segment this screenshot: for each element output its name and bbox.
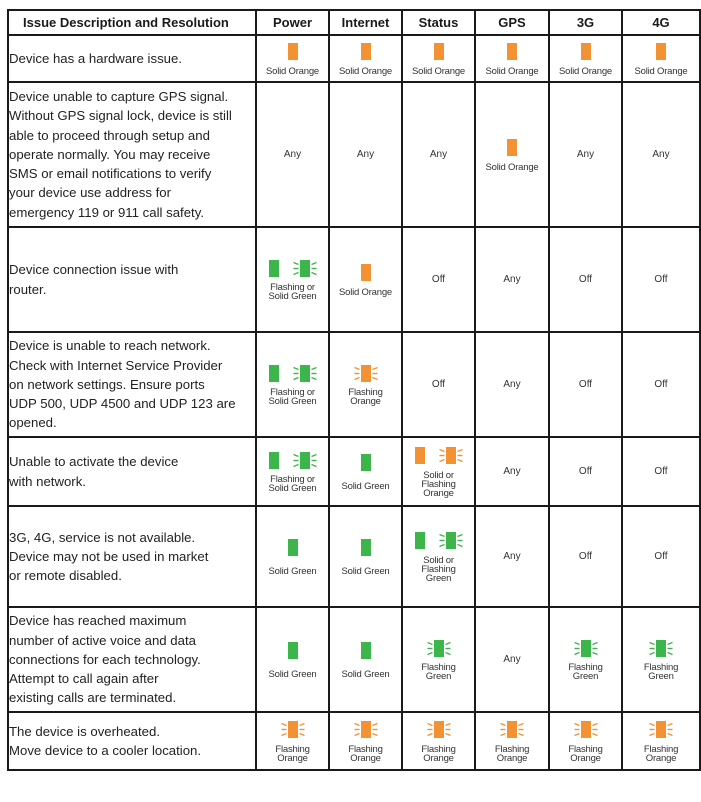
- led-cell-status: [402, 506, 475, 607]
- led-indicator: [330, 42, 401, 76]
- description-line: Move device to a cooler location.: [9, 743, 202, 758]
- flashing-green-led-icon: [293, 365, 317, 382]
- led-state-label: Solid Green: [341, 565, 390, 577]
- led-indicator: [330, 263, 401, 297]
- led-cell-3g: [549, 506, 622, 607]
- led-state-label: Solid Orange: [485, 65, 539, 77]
- solid-green-led-icon: [361, 539, 371, 556]
- issue-description: [8, 35, 256, 82]
- led-state-label: Solid Orange: [485, 161, 539, 173]
- led-indicator: [257, 450, 328, 493]
- flashing-green-led-icon: [427, 640, 451, 657]
- table-row: [8, 437, 700, 506]
- led-cell-3g: [549, 82, 622, 227]
- flashing-orange-led-icon: [574, 721, 598, 738]
- description-line: Attempt to call again after: [9, 671, 159, 687]
- led-state-label: Solid Green: [268, 565, 317, 577]
- led-cell-4g: [622, 82, 700, 227]
- led-cell-power: [256, 506, 329, 607]
- led-cell-4g: [622, 437, 700, 506]
- led-state-label: Flashing or Solid Green: [268, 474, 317, 494]
- led-indicator: [403, 531, 474, 583]
- description-line: number of active voice and data: [9, 632, 196, 648]
- description-line: Without GPS signal lock, device is still: [9, 108, 232, 124]
- led-cell-status: [402, 712, 475, 770]
- led-state-label: Off: [578, 274, 593, 285]
- led-state-label: Solid or Flashing Green: [421, 554, 456, 584]
- led-cell-internet: [329, 227, 402, 332]
- led-cell-gps: [475, 332, 549, 437]
- led-cell-status: [402, 332, 475, 437]
- led-cell-internet: [329, 437, 402, 506]
- led-cell-4g: [622, 506, 700, 607]
- solid-orange-led-icon: [415, 447, 425, 464]
- led-indicator: [257, 538, 328, 576]
- led-indicator: [403, 638, 474, 681]
- header-gps: GPS: [475, 10, 549, 35]
- description-line: UDP 500, UDP 4500 and UDP 123 are: [9, 396, 236, 412]
- description-line: Device may not be used in market: [9, 548, 209, 564]
- led-state-label: Solid Orange: [411, 65, 466, 77]
- led-state-label: Solid or Flashing Orange: [421, 469, 456, 499]
- led-state-label: Flashing Green: [421, 662, 456, 682]
- led-indicator: [476, 42, 548, 76]
- led-state-label: Flashing Orange: [348, 387, 383, 407]
- led-cell-3g: [549, 712, 622, 770]
- description-line: SMS or email notifications to verify: [9, 166, 212, 182]
- led-cell-4g: [622, 607, 700, 712]
- led-indicator: [330, 641, 401, 679]
- led-cell-internet: [329, 35, 402, 82]
- led-state-label: Off: [654, 466, 668, 477]
- description-line: Device connection issue with: [9, 262, 179, 278]
- led-indicator: [330, 453, 401, 491]
- led-indicator: [550, 551, 621, 562]
- solid-orange-led-icon: [581, 43, 591, 60]
- led-cell-status: [402, 607, 475, 712]
- led-indicator: [403, 42, 474, 76]
- table-row: [8, 607, 700, 712]
- led-state-label: Solid Orange: [634, 65, 688, 77]
- led-indicator: [623, 720, 699, 763]
- led-state-label: Off: [578, 379, 593, 390]
- led-indicator: [550, 638, 621, 681]
- solid-green-led-icon: [415, 532, 425, 549]
- led-state-label: Solid Orange: [265, 65, 320, 77]
- solid-orange-led-icon: [361, 264, 371, 281]
- led-cell-3g: [549, 607, 622, 712]
- led-state-label: Flashing Green: [643, 662, 679, 682]
- led-cell-3g: [549, 35, 622, 82]
- flashing-green-led-icon: [649, 640, 673, 657]
- flashing-orange-led-icon: [354, 365, 378, 382]
- led-indicator: [257, 42, 328, 76]
- led-state-label: Solid Orange: [338, 65, 393, 77]
- led-indicator: [257, 258, 328, 301]
- led-cell-gps: [475, 227, 549, 332]
- led-cell-internet: [329, 607, 402, 712]
- led-indicator: [257, 641, 328, 679]
- issue-description: [8, 712, 256, 770]
- led-indicator: [330, 720, 401, 763]
- description-line: 3G, 4G, service is not available.: [9, 529, 196, 545]
- header-internet: Internet: [329, 10, 402, 35]
- table-row: [8, 227, 700, 332]
- led-indicator: [476, 379, 548, 390]
- led-indicator: [550, 42, 621, 76]
- led-cell-3g: [549, 332, 622, 437]
- flashing-orange-led-icon: [649, 721, 673, 738]
- led-cell-power: [256, 82, 329, 227]
- led-state-label: Flashing Orange: [494, 743, 530, 764]
- flashing-green-led-icon: [574, 640, 598, 657]
- led-state-label: Flashing Orange: [348, 743, 383, 764]
- led-indicator: [330, 363, 401, 406]
- led-cell-gps: [475, 82, 549, 227]
- description-line: existing calls are terminated.: [9, 690, 177, 706]
- description-line: operate normally. You may receive: [9, 146, 211, 162]
- led-cell-4g: [622, 332, 700, 437]
- led-state-label: Flashing Orange: [275, 743, 310, 764]
- led-indicator: [623, 149, 699, 160]
- flashing-orange-led-icon: [439, 447, 463, 464]
- table-row: [8, 332, 700, 437]
- led-state-label: Any: [283, 149, 302, 160]
- issue-description: [8, 506, 256, 607]
- led-cell-internet: [329, 332, 402, 437]
- description-line: able to proceed through setup and: [9, 127, 210, 143]
- led-cell-gps: [475, 35, 549, 82]
- description-line: Device unable to capture GPS signal.: [9, 88, 229, 104]
- led-indicator: [550, 466, 621, 477]
- header-4g: 4G: [622, 10, 700, 35]
- led-state-label: Off: [654, 274, 668, 285]
- led-indicator: [403, 720, 474, 763]
- led-state-label: Any: [503, 654, 521, 665]
- solid-green-led-icon: [361, 642, 371, 659]
- solid-orange-led-icon: [656, 43, 666, 60]
- description-line: opened.: [9, 415, 57, 431]
- led-cell-4g: [622, 35, 700, 82]
- led-indicator: [623, 551, 699, 562]
- led-cell-gps: [475, 712, 549, 770]
- flashing-orange-led-icon: [281, 721, 305, 738]
- solid-orange-led-icon: [288, 43, 298, 60]
- led-state-label: Flashing Orange: [643, 743, 679, 764]
- led-indicator: [403, 149, 474, 160]
- solid-orange-led-icon: [507, 139, 517, 156]
- flashing-green-led-icon: [439, 532, 463, 549]
- led-indicator: [403, 446, 474, 498]
- led-cell-power: [256, 35, 329, 82]
- led-status-table: [7, 9, 701, 771]
- issue-description: [8, 607, 256, 712]
- led-state-label: Any: [429, 149, 448, 160]
- led-cell-gps: [475, 437, 549, 506]
- led-cell-power: [256, 712, 329, 770]
- issue-description: [8, 332, 256, 437]
- description-line: with network.: [9, 473, 86, 489]
- issue-description: [8, 227, 256, 332]
- led-state-label: Off: [578, 466, 593, 477]
- led-indicator: [257, 363, 328, 406]
- led-indicator: [550, 149, 621, 160]
- led-indicator: [403, 379, 474, 390]
- solid-green-led-icon: [269, 452, 279, 469]
- led-cell-4g: [622, 227, 700, 332]
- led-cell-status: [402, 82, 475, 227]
- led-cell-4g: [622, 712, 700, 770]
- description-line: on network settings. Ensure ports: [9, 376, 205, 392]
- led-cell-gps: [475, 607, 549, 712]
- solid-green-led-icon: [269, 260, 279, 277]
- led-indicator: [550, 274, 621, 285]
- led-state-label: Any: [503, 379, 521, 390]
- led-state-label: Solid Green: [341, 480, 390, 492]
- led-indicator: [476, 654, 548, 665]
- flashing-orange-led-icon: [354, 721, 378, 738]
- led-indicator: [476, 551, 548, 562]
- solid-green-led-icon: [288, 539, 298, 556]
- led-indicator: [403, 274, 474, 285]
- solid-green-led-icon: [361, 454, 371, 471]
- led-state-label: Any: [356, 149, 375, 160]
- led-state-label: Flashing or Solid Green: [268, 282, 317, 302]
- led-state-label: Any: [503, 274, 521, 285]
- led-cell-3g: [549, 437, 622, 506]
- description-line: The device is overheated.: [9, 723, 161, 739]
- issue-description: [8, 437, 256, 506]
- issue-description: [8, 82, 256, 227]
- led-indicator: [623, 466, 699, 477]
- flashing-green-led-icon: [293, 260, 317, 277]
- table-row: [8, 35, 700, 82]
- led-cell-internet: [329, 712, 402, 770]
- led-cell-internet: [329, 506, 402, 607]
- led-indicator: [623, 638, 699, 681]
- led-state-label: Any: [576, 149, 595, 160]
- led-cell-3g: [549, 227, 622, 332]
- led-state-label: Any: [652, 149, 670, 160]
- table-row: [8, 82, 700, 227]
- led-state-label: Flashing Orange: [568, 743, 603, 764]
- led-indicator: [550, 720, 621, 763]
- header-status: Status: [402, 10, 475, 35]
- led-indicator: [330, 149, 401, 160]
- led-state-label: Off: [578, 551, 593, 562]
- led-indicator: [476, 138, 548, 172]
- led-cell-status: [402, 437, 475, 506]
- led-state-label: Off: [431, 274, 446, 285]
- solid-orange-led-icon: [361, 43, 371, 60]
- flashing-orange-led-icon: [427, 721, 451, 738]
- led-indicator: [476, 720, 548, 763]
- led-state-label: Solid Orange: [338, 286, 393, 298]
- description-line: Device is unable to reach network.: [9, 338, 211, 354]
- led-state-label: Solid Orange: [558, 65, 613, 77]
- led-state-label: Flashing Orange: [421, 743, 456, 764]
- solid-orange-led-icon: [434, 43, 444, 60]
- solid-orange-led-icon: [507, 43, 517, 60]
- led-cell-power: [256, 437, 329, 506]
- flashing-green-led-icon: [293, 452, 317, 469]
- led-indicator: [476, 466, 548, 477]
- table-header-row: [8, 10, 700, 35]
- led-state-label: Flashing Green: [568, 662, 603, 682]
- description-line: Check with Internet Service Provider: [9, 357, 223, 373]
- led-state-label: Flashing or Solid Green: [268, 387, 317, 407]
- description-line: connections for each technology.: [9, 651, 201, 667]
- led-indicator: [623, 274, 699, 285]
- led-cell-internet: [329, 82, 402, 227]
- led-cell-gps: [475, 506, 549, 607]
- led-indicator: [257, 720, 328, 763]
- solid-green-led-icon: [269, 365, 279, 382]
- description-line: emergency 119 or 911 call safety.: [9, 204, 204, 220]
- led-cell-power: [256, 332, 329, 437]
- description-line: Device has reached maximum: [9, 613, 187, 629]
- description-line: Unable to activate the device: [9, 454, 179, 470]
- flashing-orange-led-icon: [500, 721, 524, 738]
- led-state-label: Solid Green: [341, 668, 390, 680]
- solid-green-led-icon: [288, 642, 298, 659]
- led-indicator: [623, 42, 699, 76]
- led-state-label: Any: [503, 466, 521, 477]
- header-issue-description: Issue Description and Resolution: [8, 10, 256, 35]
- description-line: router.: [9, 281, 47, 297]
- led-indicator: [257, 149, 328, 160]
- led-state-label: Any: [503, 551, 521, 562]
- table-row: [8, 712, 700, 770]
- led-cell-status: [402, 35, 475, 82]
- led-state-label: Solid Green: [268, 668, 317, 680]
- description-line: Device has a hardware issue.: [9, 50, 182, 66]
- header-3g: 3G: [549, 10, 622, 35]
- led-indicator: [550, 379, 621, 390]
- led-cell-power: [256, 607, 329, 712]
- header-power: Power: [256, 10, 329, 35]
- description-line: or remote disabled.: [9, 568, 122, 584]
- led-indicator: [623, 379, 699, 390]
- led-indicator: [330, 538, 401, 576]
- description-line: your device use address for: [9, 185, 171, 201]
- led-state-label: Off: [654, 379, 668, 390]
- led-indicator: [476, 274, 548, 285]
- led-state-label: Off: [654, 551, 668, 562]
- led-cell-power: [256, 227, 329, 332]
- led-state-label: Off: [431, 379, 446, 390]
- led-cell-status: [402, 227, 475, 332]
- table-row: [8, 506, 700, 607]
